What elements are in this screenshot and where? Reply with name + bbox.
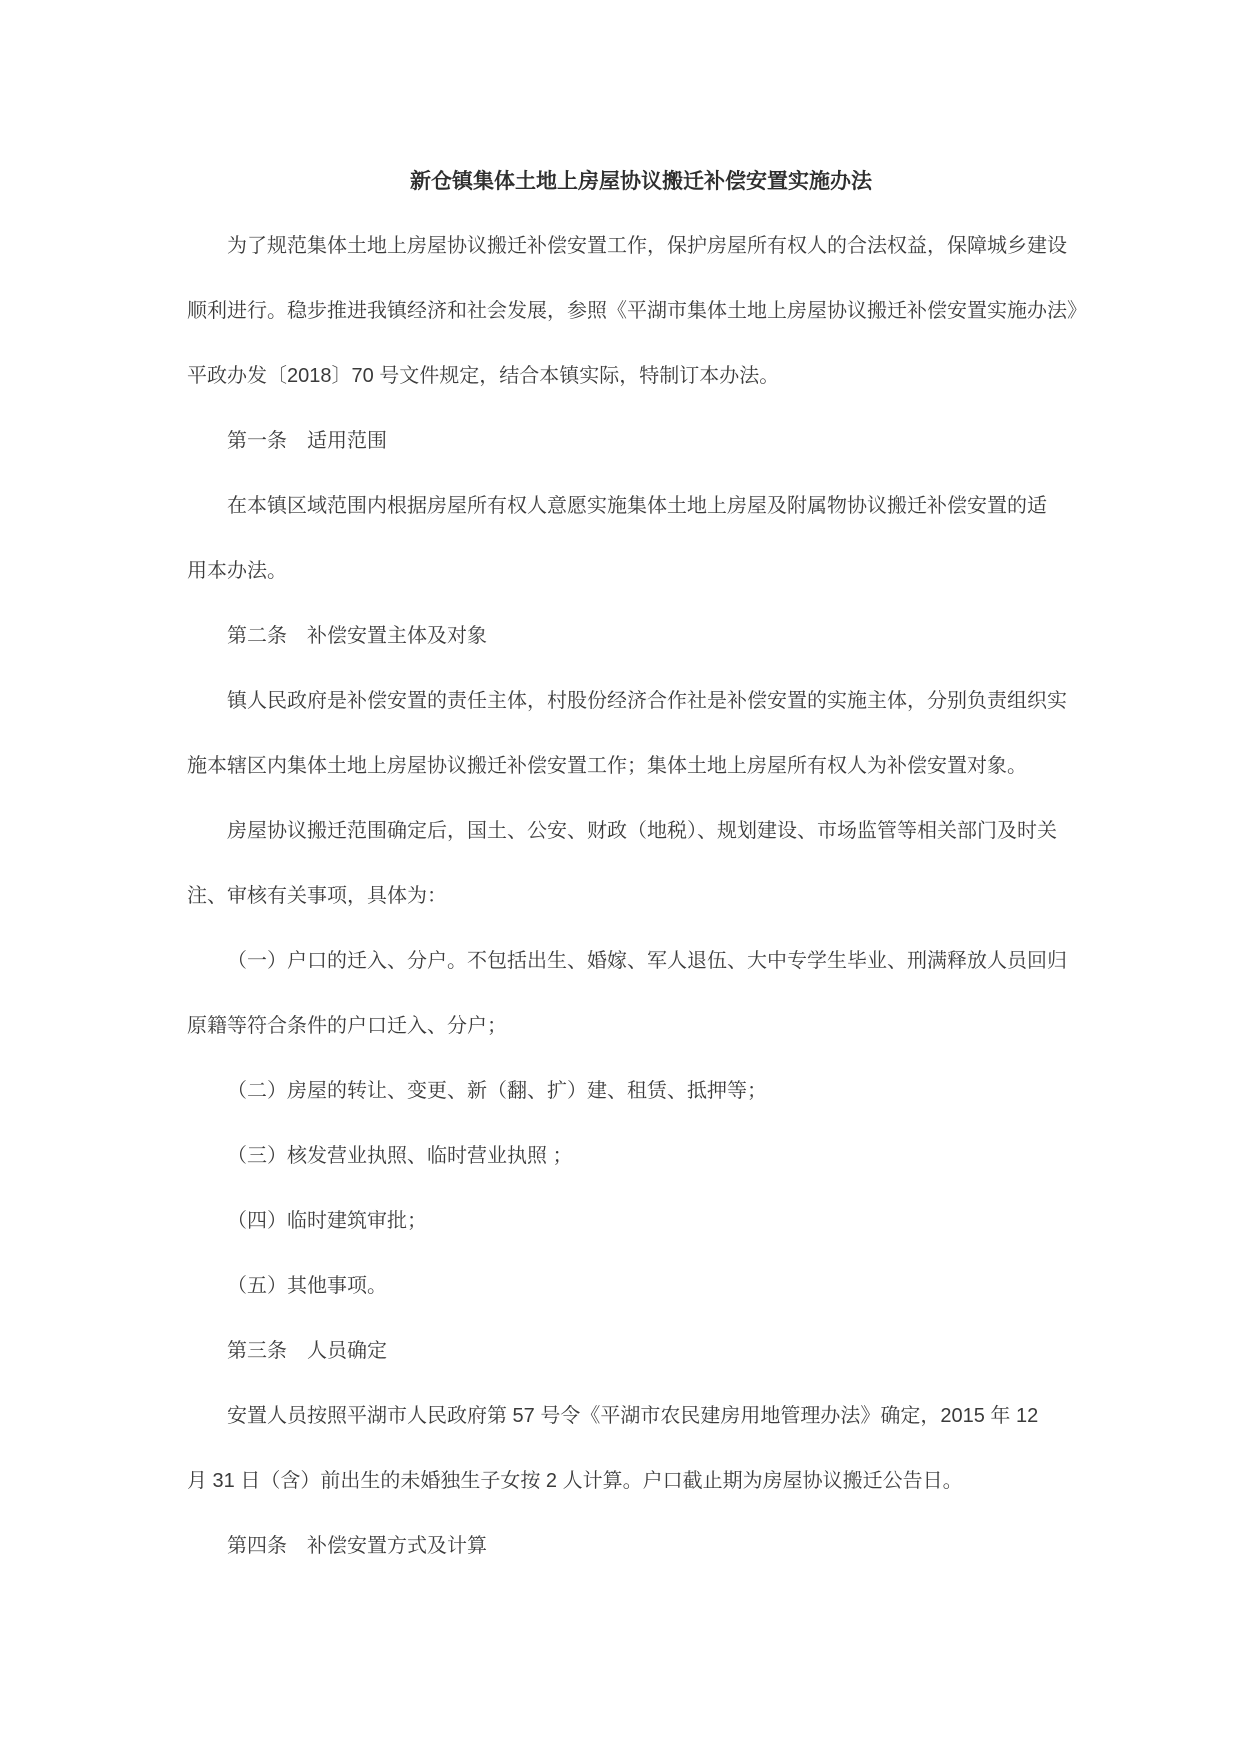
document-line: 镇人民政府是补偿安置的责任主体，村股份经济合作社是补偿安置的实施主体，分别负责组织实: [227, 690, 1067, 712]
document-heading-article-2: 第二条 补偿安置主体及对象: [227, 625, 487, 647]
document-heading-article-3: 第三条 人员确定: [227, 1340, 387, 1362]
document-list-item-2: （二）房屋的转让、变更、新（翻、扩）建、租赁、抵押等；: [227, 1080, 767, 1102]
document-list-item-3: （三）核发营业执照、临时营业执照 ；: [227, 1145, 573, 1167]
document-line: 房屋协议搬迁范围确定后，国土、公安、财政（地税）、规划建设、市场监管等相关部门及时关: [227, 820, 1057, 842]
document-line: 原籍等符合条件的户口迁入、分户；: [187, 1015, 507, 1037]
document-line: 用本办法。: [187, 560, 287, 582]
document-line: 注、审核有关事项，具体为：: [187, 885, 447, 907]
document-line: 安置人员按照平湖市人民政府第 57 号令《平湖市农民建房用地管理办法》确定，2015 年 12: [227, 1405, 1039, 1427]
document-line: 在本镇区域范围内根据房屋所有权人意愿实施集体土地上房屋及附属物协议搬迁补偿安置的适: [227, 495, 1047, 517]
document-body: [187, 149, 1087, 1579]
document-title: 新仓镇集体土地上房屋协议搬迁补偿安置实施办法: [410, 170, 872, 193]
document-line: 顺利进行。稳步推进我镇经济和社会发展，参照《平湖市集体土地上房屋协议搬迁补偿安置实施办法》: [187, 300, 1087, 322]
document-line: 施本辖区内集体土地上房屋协议搬迁补偿安置工作；集体土地上房屋所有权人为补偿安置对象。: [187, 755, 1027, 777]
document-line: 为了规范集体土地上房屋协议搬迁补偿安置工作，保护房屋所有权人的合法权益，保障城乡建设: [227, 235, 1067, 257]
document-line: 平政办发〔2018〕70 号文件规定，结合本镇实际，特制订本办法。: [187, 365, 780, 387]
document-list-item-4: （四）临时建筑审批；: [227, 1210, 427, 1232]
document-heading-article-1: 第一条 适用范围: [227, 430, 387, 452]
document-line: 月 31 日（含）前出生的未婚独生子女按 2 人计算。户口截止期为房屋协议搬迁公告日。: [187, 1470, 963, 1492]
document-list-item-1: （一）户口的迁入、分户。不包括出生、婚嫁、军人退伍、大中专学生毕业、刑满释放人员回归: [227, 950, 1067, 972]
document-heading-article-4: 第四条 补偿安置方式及计算: [227, 1535, 487, 1557]
document-list-item-5: （五）其他事项。: [227, 1275, 387, 1297]
